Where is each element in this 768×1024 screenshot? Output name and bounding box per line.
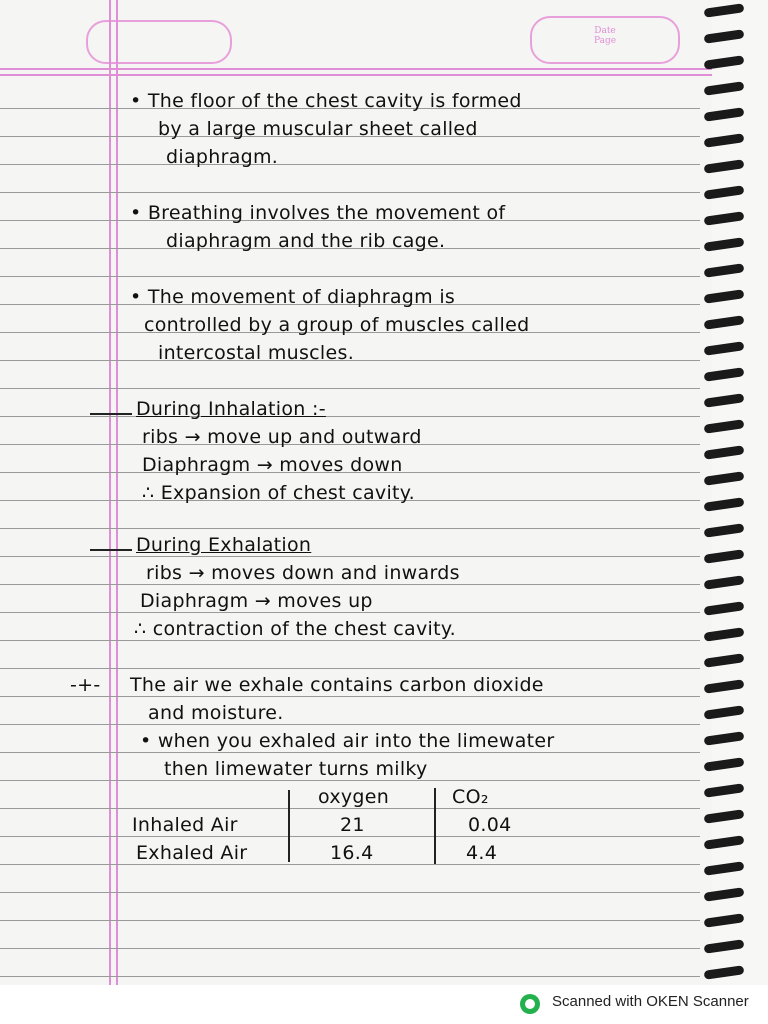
date-label: Date	[594, 26, 616, 36]
left-header-logo	[86, 20, 232, 64]
ruled-line	[0, 612, 700, 613]
ruled-line	[0, 724, 700, 725]
note-line: • The floor of the chest cavity is formed	[130, 90, 522, 112]
table-cell-co2: 4.4	[466, 842, 498, 864]
ruled-line	[0, 864, 700, 865]
table-divider	[288, 790, 290, 862]
ruled-line	[0, 388, 700, 389]
ruled-line	[0, 780, 700, 781]
ruled-line	[0, 836, 700, 837]
ruled-line	[0, 808, 700, 809]
ruled-line	[0, 640, 700, 641]
ruled-line	[0, 920, 700, 921]
note-line: intercostal muscles.	[158, 342, 355, 364]
note-line: ribs → move up and outward	[142, 426, 422, 448]
ruled-line	[0, 276, 700, 277]
ruled-line	[0, 556, 700, 557]
oken-scanner-logo-icon	[520, 994, 540, 1014]
table-cell-oxygen: 21	[340, 814, 365, 836]
note-line: ribs → moves down and inwards	[146, 562, 460, 584]
page-label: Page	[593, 36, 617, 46]
note-line: then limewater turns milky	[164, 758, 428, 780]
scanner-watermark-text: Scanned with OKEN Scanner	[552, 993, 749, 1010]
header-line-top	[0, 68, 712, 70]
table-cell-label: Exhaled Air	[136, 842, 248, 864]
note-line: The air we exhale contains carbon dioxide	[130, 674, 544, 696]
margin-line-right	[116, 0, 118, 985]
note-line: diaphragm.	[166, 146, 279, 168]
ruled-line	[0, 416, 700, 417]
inhalation-heading: During Inhalation :-	[136, 398, 326, 420]
ruled-line	[0, 192, 700, 193]
ruled-line	[0, 892, 700, 893]
note-line: • when you exhaled air into the limewater	[140, 730, 555, 752]
ruled-line	[0, 668, 700, 669]
section-dash	[90, 413, 132, 415]
table-cell-co2: 0.04	[468, 814, 512, 836]
ruled-line	[0, 696, 700, 697]
section-dash	[90, 549, 132, 551]
ruled-line	[0, 752, 700, 753]
table-header-co2: CO₂	[452, 786, 489, 808]
note-line: Diaphragm → moves down	[142, 454, 403, 476]
date-page-box	[530, 16, 680, 64]
note-line: Diaphragm → moves up	[140, 590, 373, 612]
ruled-line	[0, 164, 700, 165]
section-marker: -+-	[70, 674, 101, 696]
ruled-line	[0, 528, 700, 529]
note-line: • Breathing involves the movement of	[130, 202, 506, 224]
table-cell-label: Inhaled Air	[132, 814, 238, 836]
table-header-oxygen: oxygen	[318, 786, 390, 808]
note-line: diaphragm and the rib cage.	[166, 230, 446, 252]
note-line: and moisture.	[148, 702, 284, 724]
ruled-line	[0, 948, 700, 949]
exhalation-heading: During Exhalation	[136, 534, 312, 556]
note-line: ∴ contraction of the chest cavity.	[134, 618, 457, 640]
margin-line-left	[109, 0, 111, 985]
header-line-bottom	[0, 74, 712, 76]
note-line: by a large muscular sheet called	[158, 118, 478, 140]
note-line: • The movement of diaphragm is	[130, 286, 456, 308]
table-cell-oxygen: 16.4	[330, 842, 374, 864]
note-line: ∴ Expansion of chest cavity.	[142, 482, 415, 504]
table-divider	[434, 788, 436, 864]
note-line: controlled by a group of muscles called	[144, 314, 530, 336]
ruled-line	[0, 584, 700, 585]
ruled-line	[0, 976, 700, 977]
